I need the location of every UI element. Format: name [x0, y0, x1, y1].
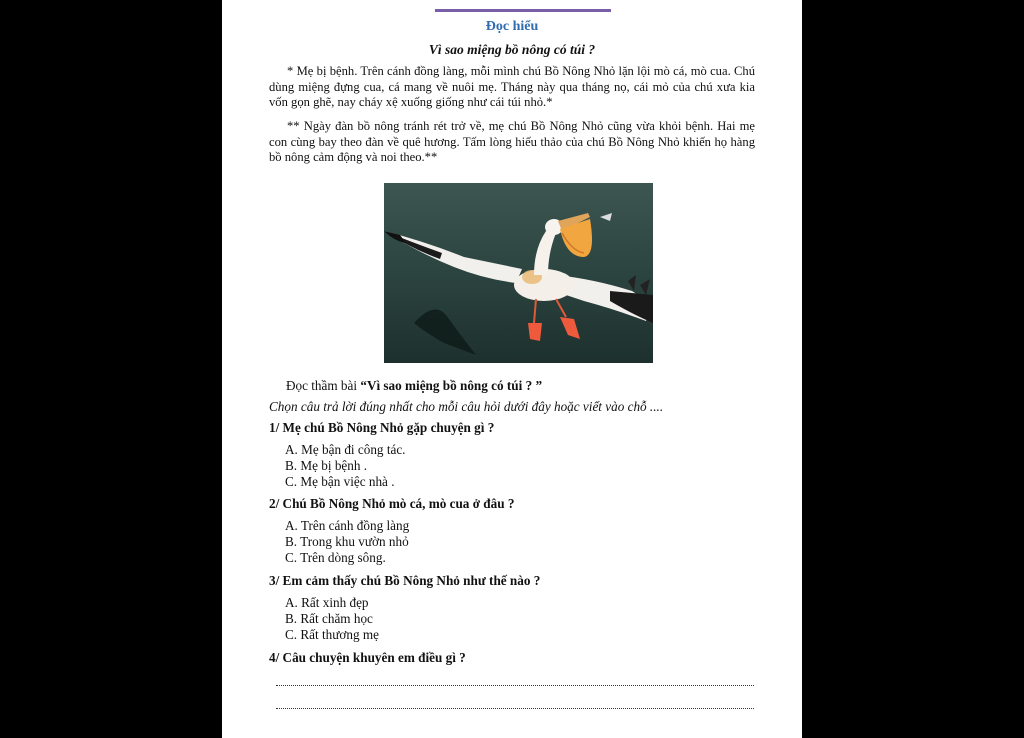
q2-option-b[interactable]: B. Trong khu vườn nhỏ [285, 534, 409, 549]
question-4: 4/ Câu chuyện khuyên em điều gì ? [269, 650, 466, 665]
story-title: Vì sao miệng bồ nông có túi ? [428, 42, 596, 57]
worksheet-page [222, 0, 802, 738]
pelican-photo [384, 183, 653, 363]
header-rule [435, 9, 611, 12]
q1-option-b[interactable]: B. Mẹ bị bệnh . [285, 458, 368, 473]
question-1: 1/ Mẹ chú Bồ Nông Nhỏ gặp chuyện gì ? [269, 420, 495, 435]
question-2: 2/ Chú Bồ Nông Nhỏ mò cá, mò cua ở đâu ? [269, 496, 515, 511]
question-3: 3/ Em cảm thấy chú Bồ Nông Nhỏ như thế nào ? [269, 573, 541, 588]
answer-line-1[interactable] [276, 685, 754, 686]
q3-option-b[interactable]: B. Rất chăm học [285, 611, 373, 626]
passage-paragraph-1 [269, 64, 755, 111]
q1-option-c[interactable]: C. Mẹ bận việc nhà . [285, 474, 395, 489]
q3-option-a[interactable]: A. Rất xinh đẹp [285, 595, 369, 610]
reading-intro-prefix: Đọc thầm bài [286, 378, 361, 393]
passage-paragraph-2 [269, 119, 755, 166]
q3-option-c[interactable]: C. Rất thương mẹ [285, 627, 379, 642]
page-title: Đọc hiểu [485, 19, 539, 34]
answer-line-2[interactable] [276, 708, 754, 709]
reading-intro [286, 378, 542, 394]
passage-text-1: * Mẹ bị bệnh. Trên cánh đồng làng, mỗi mình chú Bồ Nông Nhỏ lặn lội mò cá, mò cua. Chú dùng miệng đựng cua, cá mang về nuôi mẹ. Tháng này qua tháng nọ, cái mỏ của chú xưa kia vốn gọn ghẽ, nay cháy xệ xuống giống như cái túi nhỏ.* [269, 64, 755, 109]
reading-intro-title: “Vì sao miệng bồ nông có túi ? ” [360, 378, 543, 393]
instruction-text: Chọn câu trả lời đúng nhất cho mỗi câu hỏi dưới đây hoặc viết vào chỗ .... [269, 399, 664, 414]
passage-text-2: ** Ngày đàn bồ nông tránh rét trở về, mẹ chú Bồ Nông Nhỏ cũng vừa khỏi bệnh. Hai mẹ con cùng bay theo đàn về quê hương. Tấm lòng hiếu thảo của chú Bồ Nông Nhỏ khiến họ hàng bồ nông cảm động và noi theo.** [269, 119, 755, 164]
q2-option-a[interactable]: A. Trên cánh đồng làng [285, 518, 410, 533]
q2-option-c[interactable]: C. Trên dòng sông. [285, 550, 386, 565]
q1-option-a[interactable]: A. Mẹ bận đi công tác. [285, 442, 406, 457]
